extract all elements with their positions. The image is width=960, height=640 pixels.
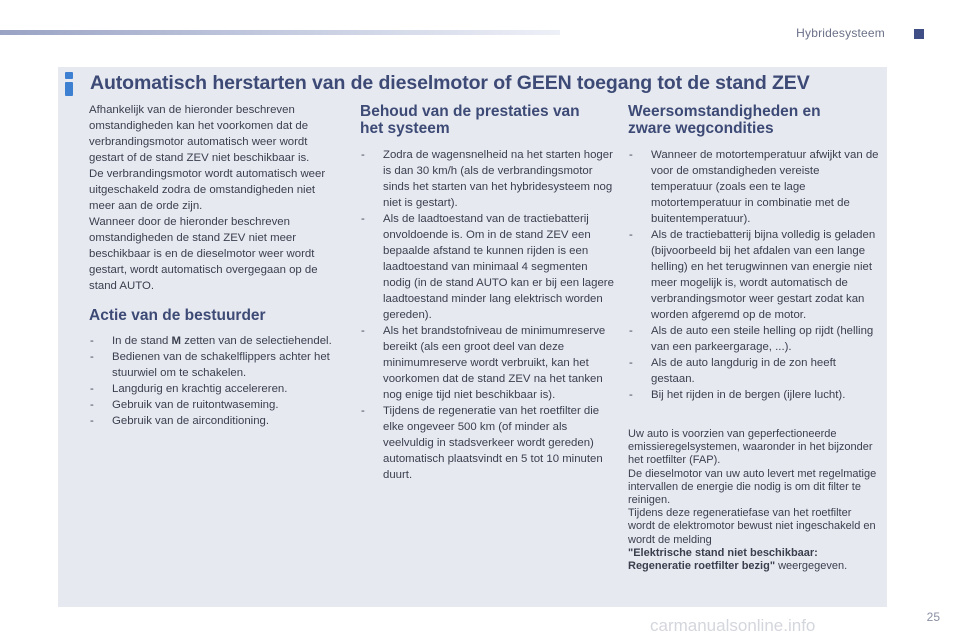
system-performance-list — [360, 147, 618, 483]
list-item: - Tijdens de regeneratie van het roetfilter die elke ongeveer 500 km (of minder als veelvuldig in stadsverkeer wordt gereden) automatisch plaatsvindt en 5 tot 10 minuten duurt. — [361, 405, 603, 481]
page-number: 25 — [926, 610, 940, 624]
watermark: carmanualsonline.info — [650, 616, 816, 635]
note-paragraph-3: Tijdens deze regeneratiefase van het roetfilter wordt de elektromotor bewust niet ingeschakeld en wordt de melding "Elektrische stand niet beschikbaar: Regeneratie roetfilter bezig" weergegeven. — [628, 507, 876, 573]
intro-text — [89, 102, 344, 294]
panel-title: Automatisch herstarten van de dieselmotor of GEEN toegang tot de stand ZEV — [90, 72, 810, 94]
particle-filter-note — [628, 428, 880, 573]
system-performance-heading: Behoud van de prestaties van het systeem — [360, 103, 580, 137]
intro-paragraph-2: De verbrandingsmotor wordt automatisch weer uitgeschakeld zodra de omstandigheden niet meer aan de orde zijn. — [89, 168, 326, 212]
intro-paragraph-1: Afhankelijk van de hieronder beschreven omstandigheden kan het voorkomen dat de verbrandingsmotor automatisch weer wordt gestart of de stand ZEV niet beschikbaar is. — [89, 104, 310, 164]
list-item: - Langdurig en krachtig accelereren. — [90, 383, 288, 395]
column-left — [89, 102, 344, 429]
list-item: - Zodra de wagensnelheid na het starten hoger is dan 30 km/h (als de verbrandingsmotor sinds het starten van het hybridesysteem nog niet is gestart). — [361, 149, 613, 209]
note-paragraph-2: De dieselmotor van uw auto levert met regelmatige intervallen de energie die nodig is om dit filter te reinigen. — [628, 467, 877, 507]
note-paragraph-1: Uw auto is voorzien van geperfectioneerde emissieregelsystemen, waaronder in het bijzonder het roetfilter (FAP). — [628, 428, 873, 467]
list-item: - Gebruik van de airconditioning. — [90, 415, 270, 427]
column-middle — [360, 103, 618, 483]
list-item: - Bij het rijden in de bergen (ijlere lucht). — [629, 389, 846, 401]
column-right — [628, 103, 880, 573]
list-item: - Als de auto een steile helling op rijdt (helling van een parkeergarage, ...). — [629, 325, 874, 353]
weather-conditions-heading: Weersomstandigheden en zware wegcondities — [628, 103, 821, 137]
list-item: - Als de laadtoestand van de tractiebatterij onvoldoende is. Om in de stand ZEV een bepaalde afstand te kunnen rijden is een laadtoestand van minimaal 4 segmenten nodig (in de stand AUTO kan er bij een lagere laadtoestand minder lang elektrisch worden gereden). — [361, 213, 614, 321]
list-item: - Wanneer de motortemperatuur afwijkt van de voor de omstandigheden vereiste temperatuur (zoals een te lage motortemperatuur in combinatie met de buitentemperatuur). — [629, 149, 879, 225]
list-item: - Als de auto langdurig in de zon heeft gestaan. — [629, 357, 836, 385]
warning-message: "Elektrische stand niet beschikbaar: Regeneratie roetfilter bezig" — [628, 546, 818, 573]
list-item: - Gebruik van de ruitontwaseming. — [90, 399, 279, 411]
intro-paragraph-3: Wanneer door de hieronder beschreven omstandigheden de stand ZEV niet meer beschikbaar is en de dieselmotor weer wordt gestart, wordt automatisch overgegaan op de stand AUTO. — [89, 216, 318, 292]
section-title: Hybridesysteem — [796, 26, 885, 40]
weather-conditions-list — [628, 147, 880, 403]
info-icon — [62, 72, 76, 96]
driver-action-heading: Actie van de bestuurder — [89, 307, 266, 324]
header-gradient-bar — [0, 30, 560, 35]
list-item: - In de stand M zetten van de selectiehendel. — [90, 335, 332, 347]
section-marker — [914, 29, 924, 39]
list-item: - Als de tractiebatterij bijna volledig is geladen (bijvoorbeeld bij het afdalen van een lange helling) en het terugwinnen van energie niet meer mogelijk is, wordt automatisch de verbrandingsmotor weer gestart zodat kan worden afgeremd op de motor. — [629, 229, 876, 321]
list-item: - Bedienen van de schakelflippers achter het stuurwiel om te schakelen. — [90, 351, 330, 379]
driver-action-list — [89, 333, 344, 429]
list-item: - Als het brandstofniveau de minimumreserve bereikt (als een groot deel van deze minimumreserve wordt verbruikt, kan het voorkomen dat de stand ZEV na het tanken nog enige tijd niet beschikbaar is). — [361, 325, 606, 401]
